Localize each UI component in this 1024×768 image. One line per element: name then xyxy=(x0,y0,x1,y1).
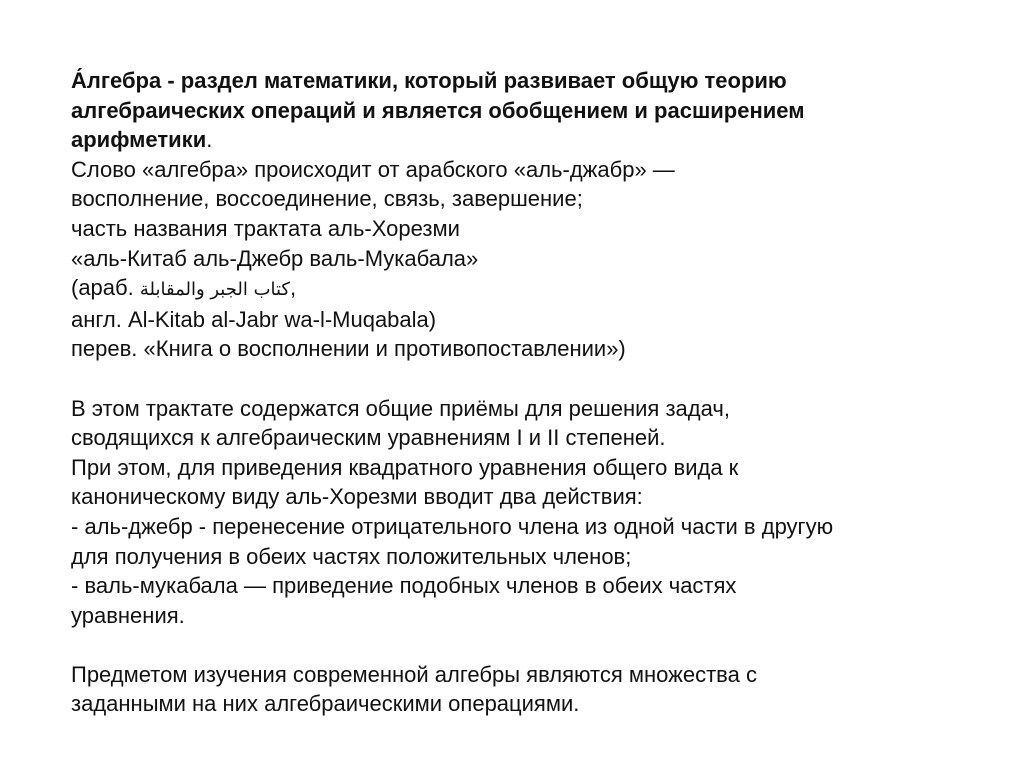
etymology-line: англ. Al-Kitab al-Jabr wa-l-Muqabala) xyxy=(71,306,437,332)
etymology-line: часть названия трактата аль-Хорезми xyxy=(71,215,460,241)
etymology-line xyxy=(71,273,984,305)
etymology-line: «аль-Китаб аль-Джебр валь-Мукабала» xyxy=(71,245,479,271)
definition-line xyxy=(71,125,984,155)
etymology-paragraph xyxy=(71,155,984,364)
etymology-line: Слово «алгебра» происходит от арабского «аль-джабр» — xyxy=(71,156,675,182)
definition-term: арифметики xyxy=(71,127,207,153)
treatise-line: уравнения. xyxy=(71,602,185,628)
treatise-line: При этом, для приведения квадратного уравнения общего вида к xyxy=(71,454,739,480)
treatise-line: - аль-джебр - перенесение отрицательного члена из одной части в другую xyxy=(71,513,834,539)
treatise-line: сводящихся к алгебраическим уравнениям I и II степеней. xyxy=(71,425,666,451)
treatise-line: - валь-мукабала — приведение подобных членов в обеих частях xyxy=(71,573,737,599)
definition-paragraph xyxy=(71,66,984,155)
paragraph-gap xyxy=(71,364,984,394)
treatise-line: В этом трактате содержатся общие приёмы для решения задач, xyxy=(71,395,730,421)
definition-period: . xyxy=(206,127,213,153)
definition-line: А́лгебра - раздел математики, который развивает общую теорию xyxy=(71,68,787,93)
etymology-line: перев. «Книга о восполнении и противопоставлении») xyxy=(71,336,626,362)
definition-line: алгебраических операций и является обобщением и расширением xyxy=(71,97,805,123)
subject-line: Предметом изучения современной алгебры являются множества с xyxy=(71,661,757,687)
etymology-line: восполнение, воссоединение, связь, завершение; xyxy=(71,186,583,212)
arabic-prefix: (араб. xyxy=(71,275,140,301)
treatise-line: каноническому виду аль-Хорезми вводит два действия: xyxy=(71,484,643,510)
subject-paragraph xyxy=(71,660,984,719)
arabic-suffix: , xyxy=(290,275,297,301)
arabic-title: كتاب الجبر والمقابلة xyxy=(139,279,290,301)
paragraph-gap xyxy=(71,630,984,660)
treatise-paragraph xyxy=(71,394,984,631)
subject-line: заданными на них алгебраическими операциями. xyxy=(71,691,580,717)
treatise-line: для получения в обеих частях положительных членов; xyxy=(71,543,632,569)
